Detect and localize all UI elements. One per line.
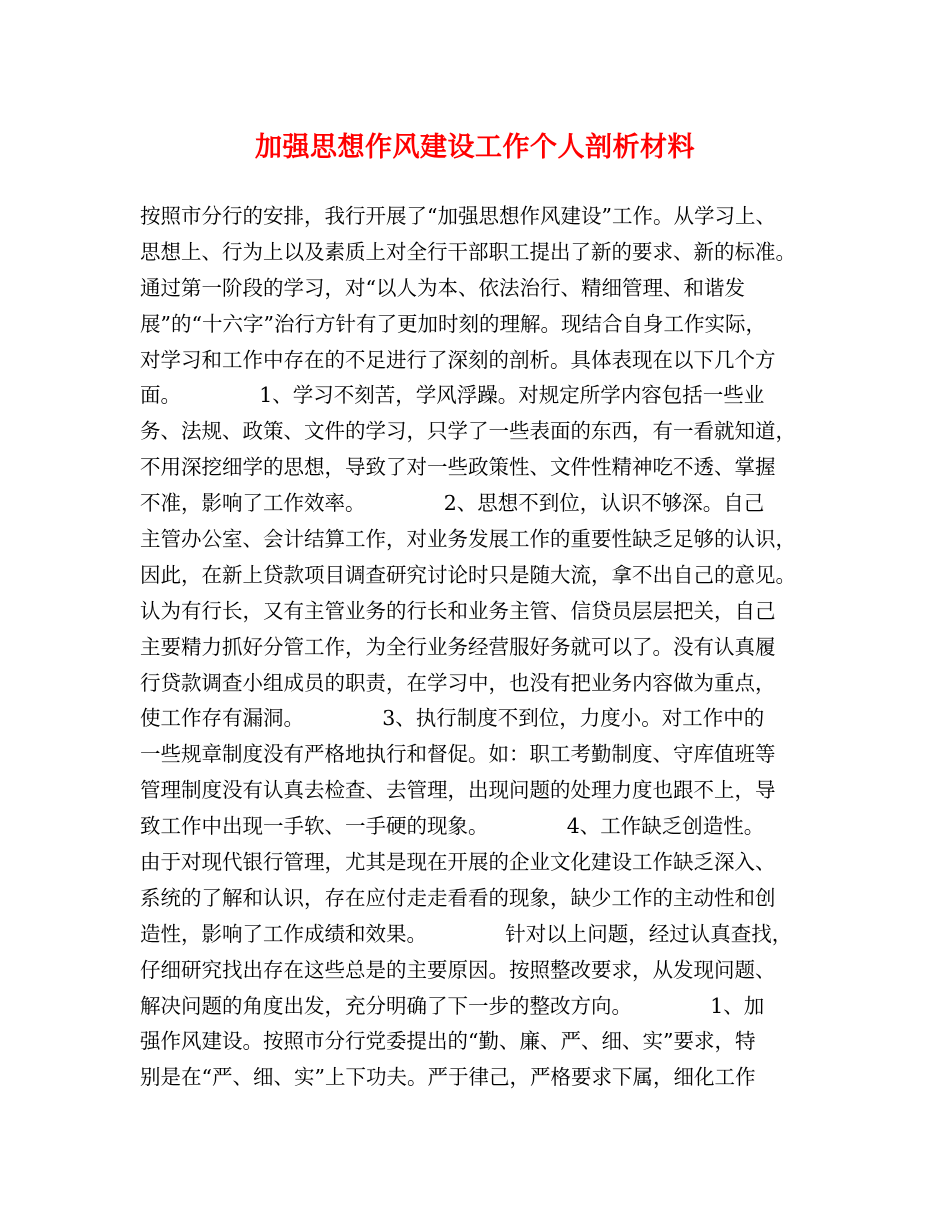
body-line: 仔细研究找出存在这些总是的主要原因。按照整改要求，从发现问题、 bbox=[140, 957, 776, 982]
body-line: 由于对现代银行管理，尤其是现在开展的企业文化建设工作缺乏深入、 bbox=[140, 850, 776, 875]
body-line: 致工作中出现一手软、一手硬的现象。 4、工作缺乏创造性。 bbox=[140, 814, 765, 839]
body-line: 管理制度没有认真去检查、去管理，出现问题的处理力度也跟不上，导 bbox=[140, 778, 776, 803]
body-line: 通过第一阶段的学习，对“以人为本、依法治行、精细管理、和谐发 bbox=[140, 275, 745, 300]
body-line: 不用深挖细学的思想，导致了对一些政策性、文件性精神吃不透、掌握 bbox=[140, 455, 776, 480]
body-line: 认为有行长，又有主管业务的行长和业务主管、信贷员层层把关，自己 bbox=[140, 598, 776, 623]
body-line: 对学习和工作中存在的不足进行了深刻的剖析。具体表现在以下几个方 bbox=[140, 347, 776, 372]
body-line: 主管办公室、会计结算工作，对业务发展工作的重要性缺乏足够的认识， bbox=[140, 527, 796, 552]
body-line: 务、法规、政策、文件的学习，只学了一些表面的东西，有一看就知道， bbox=[140, 419, 796, 444]
document-title: 加强思想作风建设工作个人剖析材料 bbox=[255, 132, 695, 163]
body-line: 展”的“十六字”治行方针有了更加时刻的理解。现结合自身工作实际， bbox=[140, 311, 766, 336]
body-line: 因此，在新上贷款项目调查研究讨论时只是随大流，拿不出自己的意见。 bbox=[140, 562, 796, 587]
body-line: 别是在“严、细、实”上下功夫。严于律己，严格要求下属，细化工作 bbox=[140, 1065, 756, 1090]
body-line: 按照市分行的安排，我行开展了“加强思想作风建设”工作。从学习上、 bbox=[140, 204, 776, 228]
body-line: 系统的了解和认识，存在应付走走看看的现象，缺少工作的主动性和创 bbox=[140, 885, 776, 910]
body-line: 强作风建设。按照市分行党委提出的“勤、廉、严、细、实”要求，特 bbox=[140, 1029, 756, 1054]
body-line: 思想上、行为上以及素质上对全行干部职工提出了新的要求、新的标准。 bbox=[140, 239, 796, 264]
body-line: 面。 1、学习不刻苦，学风浮躁。对规定所学内容包括一些业 bbox=[140, 383, 765, 408]
body-line: 行贷款调查小组成员的职责，在学习中，也没有把业务内容做为重点， bbox=[140, 670, 776, 695]
body-line: 使工作存有漏洞。 3、执行制度不到位，力度小。对工作中的 bbox=[140, 706, 765, 731]
body-line: 主要精力抓好分管工作，为全行业务经营服好务就可以了。没有认真履 bbox=[140, 634, 776, 659]
body-line: 造性，影响了工作成绩和效果。 针对以上问题，经过认真查找， bbox=[140, 921, 793, 946]
body-line: 不准，影响了工作效率。 2、思想不到位，认识不够深。自己 bbox=[140, 491, 765, 516]
document-body bbox=[140, 199, 840, 1096]
body-line: 一些规章制度没有严格地执行和督促。如：职工考勤制度、守库值班等 bbox=[140, 742, 776, 767]
body-line: 解决问题的角度出发，充分明确了下一步的整改方向。 1、加 bbox=[140, 993, 765, 1018]
